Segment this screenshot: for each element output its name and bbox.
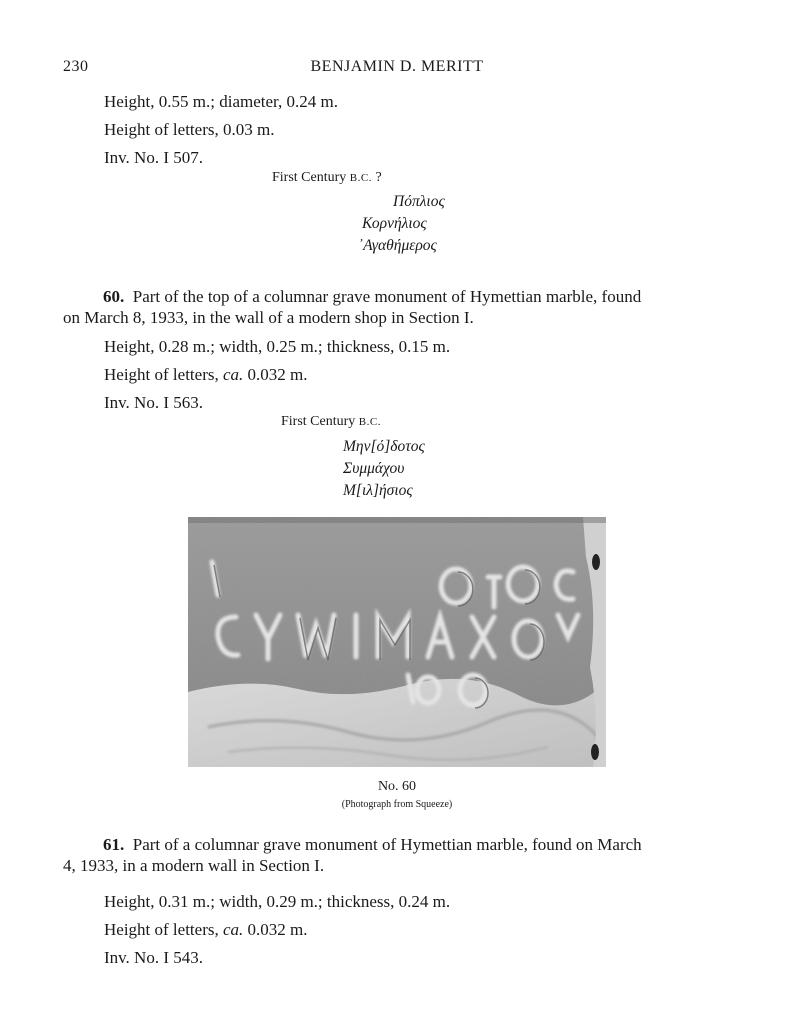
entry60-inscription-line-1: Μηv[ό]δοτος [343,438,425,455]
squeeze-photograph-image [188,517,606,767]
entry61-description: 61. Part of a columnar grave monument of Hymettian marble, found on March 4, 1933, in a modern wall in Section I. [63,835,642,875]
entry59-inscription-line-1: Πόπλιος [393,193,445,210]
entry60-dimensions: Height, 0.28 m.; width, 0.25 m.; thickness, 0.15 m. [104,337,451,356]
photo-caption: No. 60 [377,779,417,794]
entry59-inscription-line-2: Κορνήλιος [362,215,427,232]
entry59-date: First Century B.C. ? [272,170,382,185]
entry59-letter-height: Height of letters, 0.03 m. [104,120,275,139]
entry61-dimensions: Height, 0.31 m.; width, 0.29 m.; thickness, 0.24 m. [104,892,451,911]
photo-subcaption: (Photograph from Squeeze) [341,799,453,810]
entry60-inscription-line-2: Συμμάχου [343,460,405,477]
entry60-inscription-line-3: Μ[ιλ]ήσιος [343,482,413,499]
entry61-number: 61. [103,835,125,854]
entry60-inventory: Inv. No. I 563. [104,393,203,412]
entry59-inventory: Inv. No. I 507. [104,148,203,167]
squeeze-photograph [188,517,606,767]
entry60-letter-height: Height of letters, ca. 0.032 m. [104,365,308,384]
entry59-inscription-line-3: ᾿Αγαθήμερος [358,237,437,254]
page-number: 230 [63,58,89,75]
entry60-description: 60. Part of the top of a columnar grave monument of Hymettian marble, found on March 8, 1933, in the wall of a modern shop in Section I. [63,287,642,327]
entry60-date: First Century B.C. [281,414,381,429]
entry60-number: 60. [103,287,125,306]
entry61-inventory: Inv. No. I 543. [104,948,203,967]
entry61-letter-height: Height of letters, ca. 0.032 m. [104,920,308,939]
running-title: BENJAMIN D. MERITT [310,58,484,75]
entry59-dimensions: Height, 0.55 m.; diameter, 0.24 m. [104,92,338,111]
